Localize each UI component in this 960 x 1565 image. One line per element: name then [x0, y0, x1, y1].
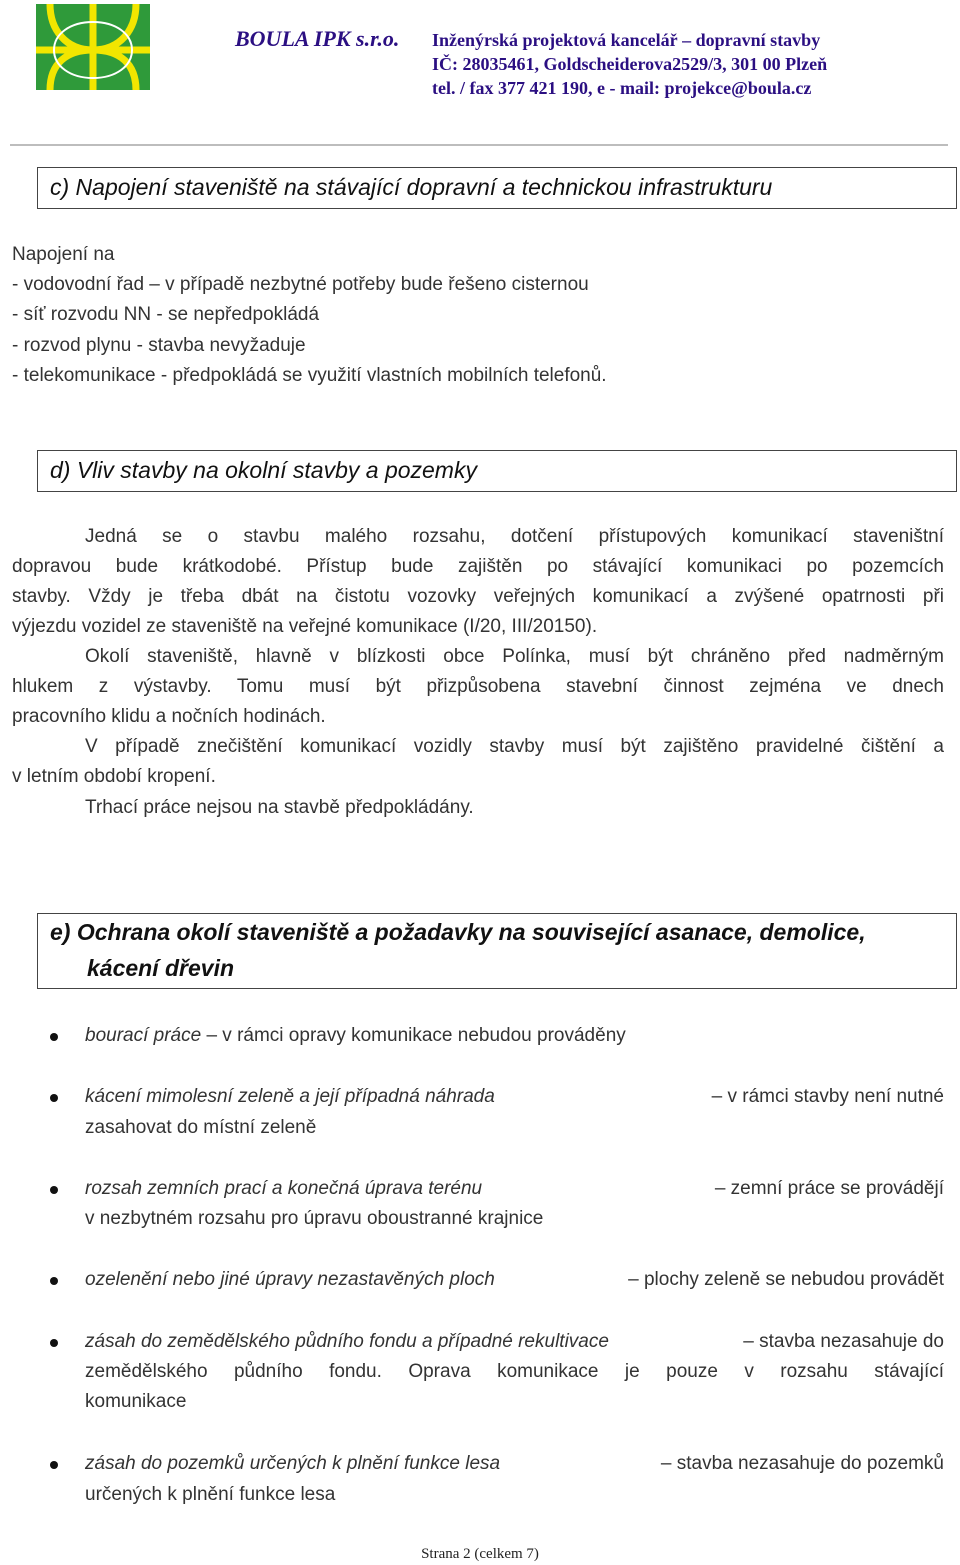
list-item-text: – v rámci stavby není nutné [711, 1086, 944, 1107]
section-d-line: hlukem z výstavby. Tomu musí být přizpůsobena stavební činnost zejména ve dnech [12, 676, 944, 697]
list-item-term: zásah do zemědělského půdního fondu a případné rekultivace [85, 1331, 609, 1352]
company-logo-icon [36, 4, 150, 90]
header-line-address: IČ: 28035461, Goldscheiderova2529/3, 301 00 Plzeň [432, 54, 828, 74]
list-item-term: ozelenění nebo jiné úpravy nezastavěných ploch [85, 1269, 495, 1290]
list-item-continuation: zemědělského půdního fondu. Oprava komunikace je pouze v rozsahu stávající [85, 1361, 944, 1382]
section-e-title-continuation: kácení dřevin [87, 955, 235, 981]
list-item-term: bourací práce [85, 1025, 202, 1046]
section-d-line: dopravou bude krátkodobé. Přístup bude zajištěn po stávající komunikaci po pozemcích [12, 556, 944, 577]
bullet-dot [50, 1461, 58, 1469]
list-item-text: – stavba nezasahuje do pozemků [660, 1453, 944, 1474]
bullet-dot [50, 1094, 58, 1102]
bullet-dot [50, 1339, 58, 1347]
list-item-text: – plochy zeleně se nebudou provádět [628, 1269, 944, 1290]
section-c-line: - telekomunikace - předpokládá se využití vlastních mobilních telefonů. [12, 365, 607, 386]
list-item-text: – v rámci opravy komunikace nebudou prováděny [201, 1025, 626, 1046]
list-item-continuation: v nezbytném rozsahu pro úpravu oboustranné krajnice [85, 1208, 544, 1229]
page-number: Strana 2 (celkem 7) [421, 1546, 539, 1562]
section-c-title: c) Napojení staveniště na stávající dopravní a technickou infrastrukturu [50, 174, 773, 200]
list-item [85, 1082, 944, 1112]
list-item [85, 1021, 626, 1051]
list-item-term: zásah do pozemků určených k plnění funkce lesa [85, 1453, 501, 1474]
section-c-line: - vodovodní řad – v případě nezbytné potřeby bude řešeno cisternou [12, 274, 589, 295]
list-item [85, 1449, 944, 1479]
section-c-line: - rozvod plynu - stavba nevyžaduje [12, 335, 306, 356]
header-line-contact: tel. / fax 377 421 190, e - mail: projekce@boula.cz [432, 78, 812, 98]
list-item-term: rozsah zemních prací a konečná úprava terénu [85, 1178, 483, 1199]
list-item-continuation: komunikace [85, 1391, 187, 1412]
bullet-dot [50, 1186, 58, 1194]
section-c-line: - síť rozvodu NN - se nepředpokládá [12, 304, 320, 325]
list-item-continuation: zasahovat do místní zeleně [85, 1117, 317, 1138]
section-d-line: V případě znečištění komunikací vozidly stavby musí být zajištěno pravidelné čištění a [85, 736, 944, 757]
section-d-line: Okolí staveniště, hlavně v blízkosti obce Polínka, musí být chráněno před nadměrným [85, 646, 944, 667]
list-item-text: – zemní práce se provádějí [714, 1178, 944, 1199]
section-e-title: e) Ochrana okolí staveniště a požadavky na související asanace, demolice, [50, 919, 866, 945]
section-d-line: Jedná se o stavbu malého rozsahu, dotčení přístupových komunikací staveništní [85, 526, 944, 547]
list-item [85, 1327, 944, 1357]
section-d-line: stavby. Vždy je třeba dbát na čistotu vozovky veřejných komunikací a zvýšené opatrnosti při [12, 586, 944, 607]
section-d-line: Trhací práce nejsou na stavbě předpokládány. [85, 797, 474, 818]
list-item-text: – stavba nezasahuje do [743, 1331, 944, 1352]
bullet-dot [50, 1033, 58, 1041]
section-d-title: d) Vliv stavby na okolní stavby a pozemky [50, 457, 477, 483]
list-item [85, 1174, 944, 1204]
header-divider [10, 144, 948, 146]
list-item-continuation: určených k plnění funkce lesa [85, 1484, 336, 1505]
section-d-line: v letním období kropení. [12, 766, 216, 787]
list-item-term: kácení mimolesní zeleně a její případná náhrada [85, 1086, 495, 1107]
section-d-line: pracovního klidu a nočních hodinách. [12, 706, 326, 727]
section-d-line: výjezdu vozidel ze staveniště na veřejné komunikace (I/20, III/20150). [12, 616, 598, 637]
company-name: BOULA IPK s.r.o. [235, 26, 400, 51]
bullet-dot [50, 1277, 58, 1285]
list-item [85, 1265, 944, 1295]
section-c-intro: Napojení na [12, 244, 115, 265]
header-line-description: Inženýrská projektová kancelář – dopravní stavby [432, 30, 821, 50]
